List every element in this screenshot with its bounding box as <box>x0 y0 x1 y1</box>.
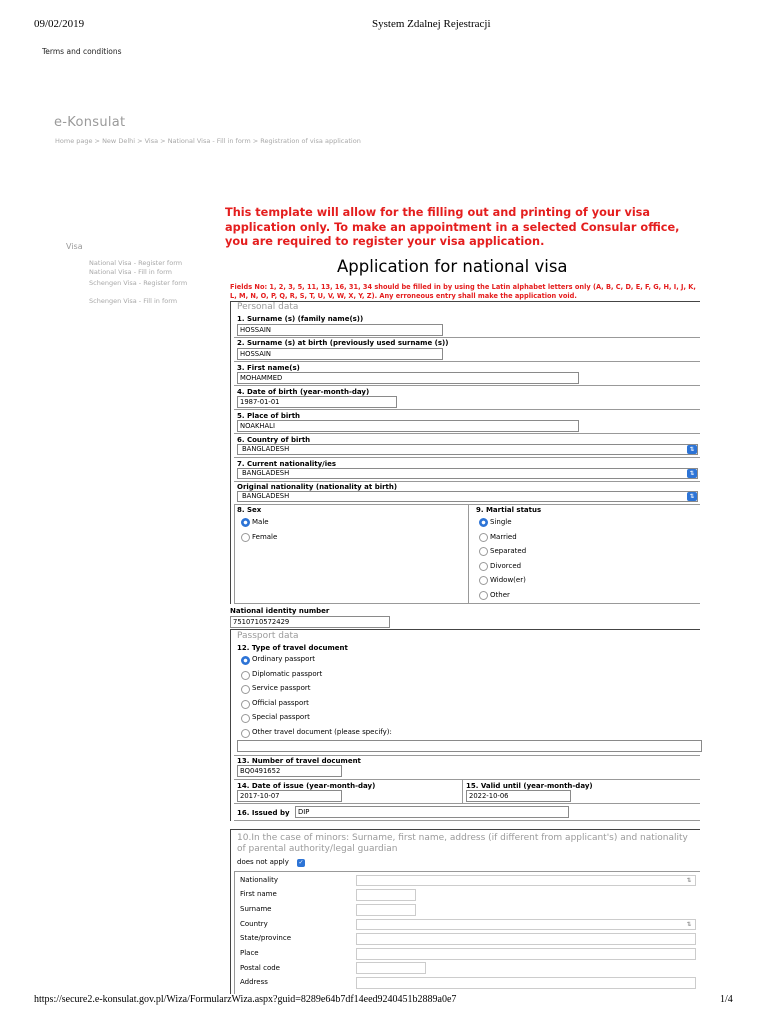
marital-married-radio[interactable] <box>479 533 488 542</box>
marital-single-label: Single <box>490 518 512 526</box>
brand-logo-text[interactable]: e-Konsulat <box>54 115 126 130</box>
sex-male-radio[interactable] <box>241 518 250 527</box>
minor-nationality-select[interactable] <box>356 875 696 886</box>
print-title: System Zdalnej Rejestracji <box>372 18 491 30</box>
sidebar-item-schengen-fill[interactable]: Schengen Visa - Fill in form <box>89 297 178 305</box>
sex-marital-divider <box>468 504 469 604</box>
doc-service-label: Service passport <box>252 684 311 692</box>
doc-official-radio[interactable] <box>241 700 250 709</box>
marital-other-label: Other <box>490 591 510 599</box>
chevron-updown-icon: ⇅ <box>686 877 692 884</box>
doc-ordinary-label: Ordinary passport <box>252 655 315 663</box>
sex-female-radio[interactable] <box>241 533 250 542</box>
print-footer-url: https://secure2.e-konsulat.gov.pl/Wiza/FormularzWiza.aspx?guid=8289e64b7df14eed9240451b2889a0e7 <box>34 994 457 1005</box>
row-divider <box>234 385 700 386</box>
row-divider <box>234 504 700 505</box>
passport-section-label: Passport data <box>237 631 299 641</box>
valid-until-field[interactable]: 2022-10-06 <box>466 790 571 802</box>
orig-nationality-value: BANGLADESH <box>242 492 290 500</box>
passport-left-rule <box>230 629 231 821</box>
nationality-select[interactable] <box>237 468 698 479</box>
birth-surname-label: 2. Surname (s) at birth (previously used surname (s)) <box>237 339 449 347</box>
sidebar-item-schengen-register[interactable]: Schengen Visa - Register form <box>89 279 188 287</box>
sidebar-item-national-register[interactable]: National Visa - Register form <box>89 259 183 267</box>
minors-table-left <box>234 871 235 994</box>
pob-field[interactable]: NOAKHALI <box>237 420 579 432</box>
marital-divorced-radio[interactable] <box>479 562 488 571</box>
minor-postal-code-label: Postal code <box>240 964 280 972</box>
marital-widow-label: Widow(er) <box>490 576 526 584</box>
minor-place-field[interactable] <box>356 948 696 960</box>
marital-other-radio[interactable] <box>479 591 488 600</box>
dates-divider <box>462 779 463 803</box>
doc-diplomatic-label: Diplomatic passport <box>252 670 323 678</box>
birth-surname-field[interactable]: HOSSAIN <box>237 348 443 360</box>
issue-date-label: 14. Date of issue (year-month-day) <box>237 782 376 790</box>
doc-other-specify-field[interactable] <box>237 740 702 752</box>
minor-state-field[interactable] <box>356 933 696 945</box>
issued-by-field[interactable]: DIP <box>295 806 569 818</box>
doc-special-label: Special passport <box>252 713 310 721</box>
first-name-label: 3. First name(s) <box>237 364 300 372</box>
doc-diplomatic-radio[interactable] <box>241 671 250 680</box>
minor-surname-label: Surname <box>240 905 272 913</box>
row-divider <box>234 603 700 604</box>
minor-first-name-field[interactable] <box>356 889 416 901</box>
orig-nationality-select[interactable] <box>237 491 698 502</box>
personal-section-label: Personal data <box>237 302 299 312</box>
row-divider <box>234 871 700 872</box>
country-birth-select[interactable] <box>237 444 698 455</box>
doc-official-label: Official passport <box>252 699 309 707</box>
sex-left-rule <box>234 504 235 604</box>
marital-married-label: Married <box>490 533 517 541</box>
minor-address-label: Address <box>240 978 268 986</box>
minor-surname-field[interactable] <box>356 904 416 916</box>
doc-number-field[interactable]: BQ0491652 <box>237 765 342 777</box>
doc-ordinary-radio[interactable] <box>241 656 250 665</box>
minor-place-label: Place <box>240 949 259 957</box>
pob-label: 5. Place of birth <box>237 412 301 420</box>
minors-section-label: 10.In the case of minors: Surname, first name, address (if different from applicant's) and nationality of parental authority/legal guardian <box>237 833 688 854</box>
chevron-updown-icon: ⇅ <box>687 445 697 454</box>
surname-field[interactable]: HOSSAIN <box>237 324 443 336</box>
minor-first-name-label: First name <box>240 890 277 898</box>
warning-message: This template will allow for the filling out and printing of your visa application only. To make an appointment in a selected Consular office, you are required to register your visa application. <box>225 206 680 248</box>
row-divider <box>234 361 700 362</box>
country-birth-value: BANGLADESH <box>242 445 290 453</box>
fields-note: Fields No: 1, 2, 3, 5, 11, 13, 16, 31, 34 should be filled in by using the Latin alphabet letters only (A, B, C, D, E, F, G, H, I, J, K, L, M, N, O, P, Q, R, S, T, U, V, W, X, Y, Z). Any erroneous entry shall make the application void. <box>230 283 696 300</box>
chevron-updown-icon: ⇅ <box>687 492 697 501</box>
row-divider <box>234 820 700 821</box>
row-divider <box>234 433 700 434</box>
issue-date-field[interactable]: 2017-10-07 <box>237 790 342 802</box>
minor-address-field[interactable] <box>356 977 696 989</box>
row-divider <box>234 337 700 338</box>
minor-nationality-label: Nationality <box>240 876 279 884</box>
nationality-value: BANGLADESH <box>242 469 290 477</box>
marital-single-radio[interactable] <box>479 518 488 527</box>
nid-field[interactable]: 7510710572429 <box>230 616 390 628</box>
sex-male-label: Male <box>252 518 269 526</box>
chevron-updown-icon: ⇅ <box>686 921 692 928</box>
doc-other-label: Other travel document (please specify): <box>252 728 392 736</box>
marital-label: 9. Martial status <box>476 506 542 514</box>
doc-special-radio[interactable] <box>241 714 250 723</box>
row-divider <box>234 457 700 458</box>
form-title: Application for national visa <box>337 257 568 276</box>
row-divider <box>234 755 700 756</box>
print-page-number: 1/4 <box>720 994 733 1005</box>
print-date: 09/02/2019 <box>34 18 85 30</box>
minors-left-rule <box>230 829 231 994</box>
sex-female-label: Female <box>252 533 278 541</box>
marital-divorced-label: Divorced <box>490 562 522 570</box>
country-birth-label: 6. Country of birth <box>237 436 311 444</box>
sidebar-heading[interactable]: Visa <box>66 242 83 251</box>
row-divider <box>234 779 700 780</box>
does-not-apply-checkbox[interactable]: ✓ <box>298 859 304 866</box>
sex-label: 8. Sex <box>237 506 262 514</box>
personal-top-rule <box>230 301 700 302</box>
marital-separated-radio[interactable] <box>479 547 488 556</box>
nationality-label: 7. Current nationality/ies <box>237 460 337 468</box>
doc-type-label: 12. Type of travel document <box>237 644 348 652</box>
nid-label: National identity number <box>230 607 330 615</box>
dob-field[interactable]: 1987-01-01 <box>237 396 397 408</box>
chevron-updown-icon: ⇅ <box>687 469 697 478</box>
minor-state-label: State/province <box>240 934 292 942</box>
row-divider <box>234 803 700 804</box>
sidebar-item-national-fill[interactable]: National Visa - Fill in form <box>89 268 173 276</box>
surname-label: 1. Surname (s) (family name(s)) <box>237 315 364 323</box>
minor-country-select[interactable] <box>356 919 696 930</box>
doc-number-label: 13. Number of travel document <box>237 757 361 765</box>
valid-until-label: 15. Valid until (year-month-day) <box>466 782 593 790</box>
personal-left-rule <box>230 301 231 604</box>
breadcrumb[interactable]: Home page > New Delhi > Visa > National Visa - Fill in form > Registration of visa application <box>55 137 361 145</box>
row-divider <box>234 481 700 482</box>
issued-by-label: 16. Issued by <box>237 809 290 817</box>
orig-nationality-label: Original nationality (nationality at birth) <box>237 483 398 491</box>
marital-widow-radio[interactable] <box>479 576 488 585</box>
marital-separated-label: Separated <box>490 547 527 555</box>
doc-other-radio[interactable] <box>241 729 250 738</box>
does-not-apply-label: does not apply <box>237 858 289 866</box>
terms-link[interactable]: Terms and conditions <box>42 47 122 56</box>
minor-country-label: Country <box>240 920 268 928</box>
dob-label: 4. Date of birth (year-month-day) <box>237 388 370 396</box>
first-name-field[interactable]: MOHAMMED <box>237 372 579 384</box>
doc-service-radio[interactable] <box>241 685 250 694</box>
row-divider <box>234 409 700 410</box>
minor-postal-code-field[interactable] <box>356 962 426 974</box>
passport-top-rule <box>230 629 700 630</box>
minors-top-rule <box>230 829 700 830</box>
